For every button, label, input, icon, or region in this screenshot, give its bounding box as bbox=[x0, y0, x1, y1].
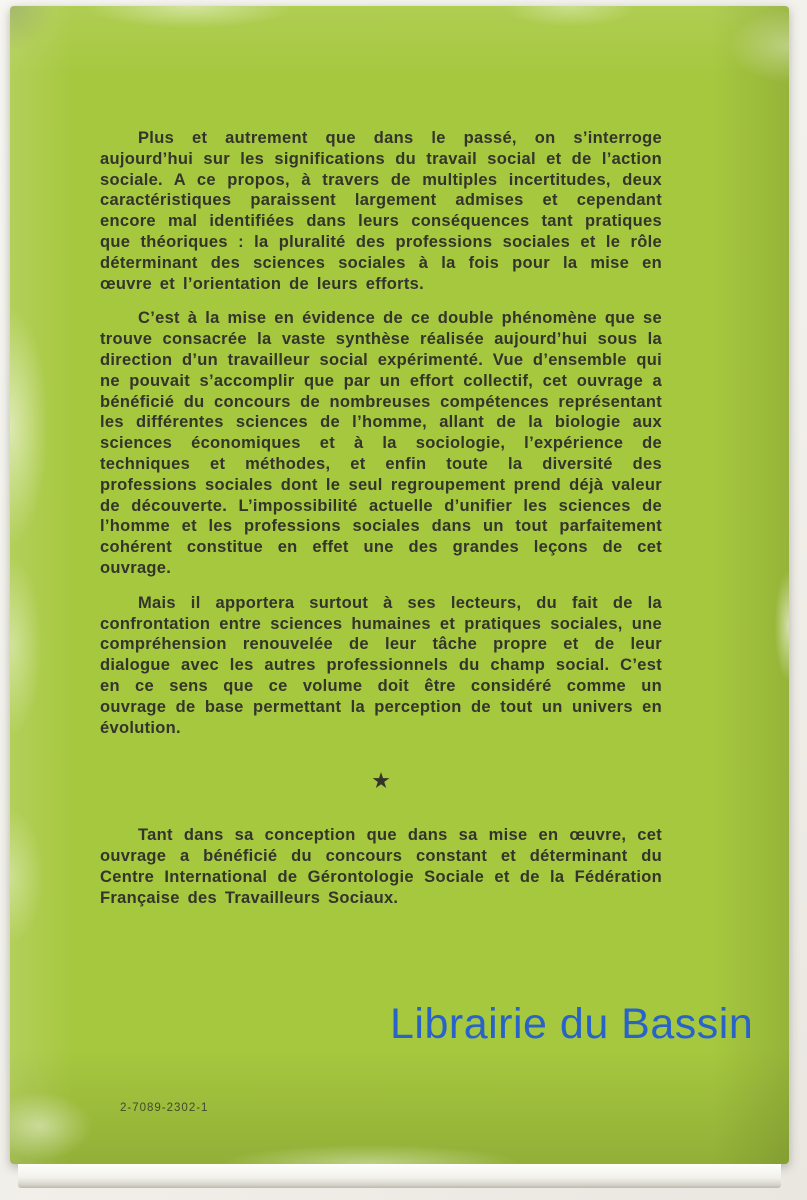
star-separator-icon: ★ bbox=[372, 771, 390, 793]
bookseller-watermark: Librairie du Bassin bbox=[390, 1000, 754, 1048]
isbn-code: 2-7089-2302-1 bbox=[120, 1102, 209, 1114]
book-back-cover bbox=[10, 6, 789, 1164]
acknowledgement-paragraph: Tant dans sa conception que dans sa mise en œuvre, cet ouvrage a bénéficié du concours constant et déterminant du Centre International de Gérontologie Sociale et de la Fédération Française des Travailleurs Sociaux. bbox=[100, 826, 662, 907]
blurb-paragraph-1: Plus et autrement que dans le passé, on s’interroge aujourd’hui sur les significations du travail social et de l’action sociale. A ce propos, à travers de multiples incertitudes, deux caractéristiques paraissent largement admises et cependant encore mal identifiées dans leurs conséquences tant pratiques que théoriques : la pluralité des professions sociales et le rôle déterminant des sciences sociales à la fois pour la mise en œuvre et l’orientation de leurs efforts. bbox=[100, 129, 662, 293]
blurb-text-block bbox=[100, 128, 662, 908]
book-page-edges bbox=[18, 1164, 781, 1188]
blurb-paragraph-3: Mais il apportera surtout à ses lecteurs, du fait de la confrontation entre sciences humaines et pratiques sociales, une compréhension renouvelée de leur tâche propre et de leur dialogue avec les autres professionnels du champ social. C’est en ce sens que ce volume doit être considéré comme un ouvrage de base permettant la perception de tout un univers en évolution. bbox=[100, 593, 662, 737]
blurb-paragraph-2: C’est à la mise en évidence de ce double phénomène que se trouve consacrée la vaste synthèse réalisée aujourd’hui sous la direction d’un travailleur social expérimenté. Vue d’ensemble qui ne pouvait s’accomplir que par un effort collectif, cet ouvrage a bénéficié du concours de nombreuses compétences représentant les différentes sciences de l’homme, allant de la biologie aux sciences économiques et à la sociologie, l’expérience de techniques et méthodes, et enfin toute la diversité des professions sociales dont le seul regroupement prend déjà valeur de découverte. L’impossibilité actuelle d’unifier les sciences de l’homme et les professions sociales dans un tout parfaitement cohérent constitue en effet une des grandes leçons de cet ouvrage. bbox=[100, 309, 662, 577]
